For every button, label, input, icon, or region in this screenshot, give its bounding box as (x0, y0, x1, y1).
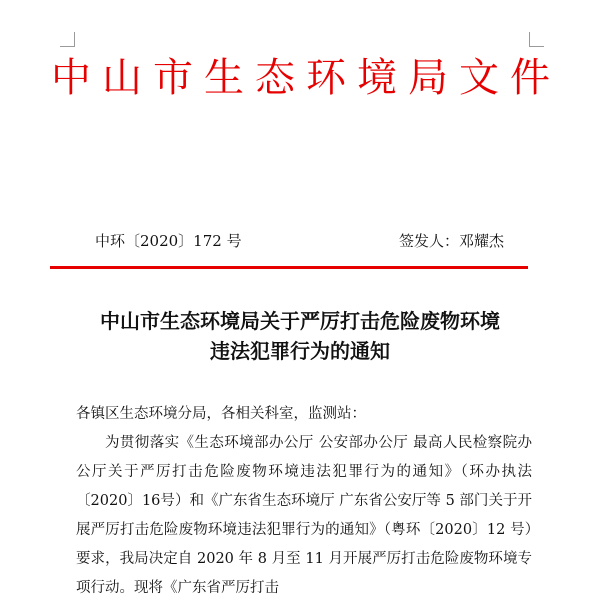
document-number: 中环〔2020〕172 号 (95, 232, 242, 250)
crop-mark-top-left (60, 32, 75, 47)
title-line-2: 违法犯罪行为的通知 (210, 339, 390, 363)
document-title (50, 306, 550, 366)
title-line-1: 中山市生态环境局关于严厉打击危险废物环境 (100, 309, 500, 333)
crop-mark-top-right (529, 32, 544, 47)
signer: 签发人：邓耀杰 (398, 232, 504, 250)
red-separator-line (50, 266, 528, 269)
salutation: 各镇区生态环境分局，各相关科室，监测站： (76, 406, 366, 422)
issuer-banner: 中山市生态环境局文件 (51, 55, 561, 101)
body-paragraph: 为贯彻落实《生态环境部办公厅 公安部办公厅 最高人民检察院办公厅关于严厉打击危险废物环境违法犯罪行为的通知》（环办执法〔2020〕16号）和《广东省生态环境厅 广东省公安厅等 5 部门关于开展严厉打击危险废物环境违法犯罪行为的通知》（粤环〔2020〕12 号）要求，我局决定自 2020 年 8 月至 11 月开展严厉打击危险废物环境专项行动。现将《广东省严厉打击 (76, 435, 532, 596)
document-body (76, 400, 532, 603)
